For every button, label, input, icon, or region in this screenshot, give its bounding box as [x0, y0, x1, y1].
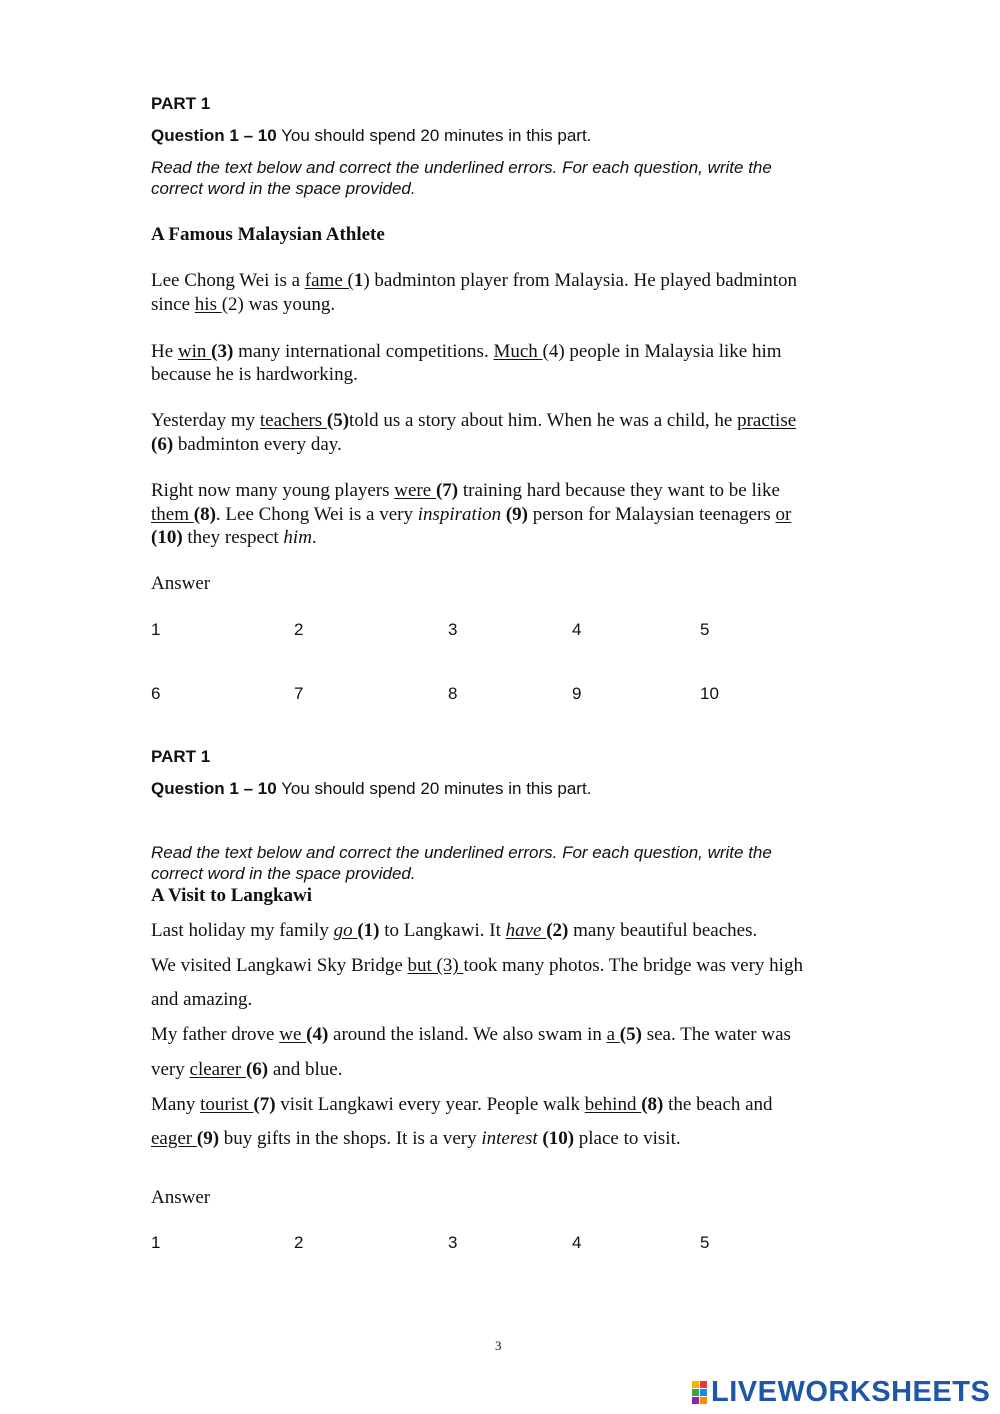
- passage-line: them (8). Lee Chong Wei is a very inspiration (9) person for Malaysian teenagers or: [151, 504, 792, 525]
- error-number: 1: [353, 270, 364, 291]
- answer-input-3[interactable]: [465, 1230, 559, 1256]
- passage-line: eager (9) buy gifts in the shops. It is a very interest (10) place to visit.: [151, 1128, 681, 1149]
- passage-line: Lee Chong Wei is a fame (1) badminton player from Malaysia. He played badminton: [151, 270, 798, 291]
- error-number: (2): [546, 920, 569, 941]
- passage-line: because he is hardworking.: [151, 364, 358, 385]
- answer-input-4[interactable]: [589, 1230, 683, 1256]
- task-instruction-line1: Read the text below and correct the underlined errors. For each question, write the: [151, 843, 772, 862]
- answer-label: Answer: [151, 1187, 211, 1208]
- error-word: teachers: [259, 410, 327, 431]
- time-instruction: You should spend 20 minutes in this part.: [276, 779, 592, 798]
- passage-line: Many tourist (7) visit Langkawi every year. People walk behind (8) the beach and: [151, 1094, 773, 1115]
- answer-number: 1: [151, 620, 161, 639]
- passage-line: Yesterday my teachers (5)told us a story about him. When he was a child, he practise: [151, 410, 797, 431]
- error-number: (9): [196, 1128, 220, 1149]
- answer-number: 3: [448, 1233, 458, 1252]
- answer-label: Answer: [151, 573, 211, 594]
- error-word: inspiration: [417, 504, 502, 525]
- answer-number: 4: [572, 1233, 582, 1252]
- error-word: his: [194, 294, 222, 315]
- answer-number: 6: [151, 684, 161, 703]
- error-word: or: [775, 504, 792, 525]
- time-instruction: You should spend 20 minutes in this part.: [276, 126, 592, 145]
- error-word: practise: [737, 410, 797, 431]
- error-number: (1): [357, 920, 380, 941]
- question-instruction: [151, 779, 591, 799]
- answer-input-5[interactable]: [717, 617, 811, 643]
- error-number: (4): [306, 1024, 329, 1045]
- error-word: Much: [493, 341, 543, 362]
- answer-input-3[interactable]: [465, 617, 559, 643]
- answer-number: 3: [448, 620, 458, 639]
- passage-line: He win (3) many international competitions. Much (4) people in Malaysia like him: [151, 341, 782, 362]
- question-range: Question 1 – 10: [151, 779, 277, 798]
- answer-number: 2: [294, 620, 304, 639]
- error-word: win: [177, 341, 212, 362]
- error-word: but (3): [407, 955, 464, 976]
- task-instruction-line2: correct word in the space provided.: [151, 179, 416, 198]
- answer-number: 2: [294, 1233, 304, 1252]
- question-range: Question 1 – 10: [151, 126, 277, 145]
- answer-input-1[interactable]: [168, 1230, 262, 1256]
- answer-number: 8: [448, 684, 458, 703]
- passage-line: We visited Langkawi Sky Bridge but (3) took many photos. The bridge was very high: [151, 955, 803, 976]
- answer-input-4[interactable]: [589, 617, 683, 643]
- passage-line: My father drove we (4) around the island. We also swam in a (5) sea. The water was: [151, 1024, 791, 1045]
- answer-number: 10: [700, 684, 719, 703]
- passage-title: A Visit to Langkawi: [151, 885, 313, 906]
- error-number: (5): [619, 1024, 642, 1045]
- error-number: (6): [245, 1059, 269, 1080]
- error-word: clearer: [189, 1059, 246, 1080]
- answer-input-2[interactable]: [311, 617, 405, 643]
- answer-number: 1: [151, 1233, 161, 1252]
- answer-number: 5: [700, 1233, 710, 1252]
- answer-input-10[interactable]: [725, 681, 819, 707]
- answer-input-1[interactable]: [168, 617, 262, 643]
- error-word: interest: [481, 1128, 538, 1149]
- error-word: them: [151, 504, 194, 525]
- answer-input-6[interactable]: [168, 681, 262, 707]
- task-instruction-line1: Read the text below and correct the underlined errors. For each question, write the: [151, 158, 772, 177]
- answer-number: 4: [572, 620, 582, 639]
- error-number: (3): [211, 341, 234, 362]
- logo-grid-icon: [692, 1381, 707, 1404]
- answer-input-9[interactable]: [589, 681, 683, 707]
- error-number: (6): [151, 434, 174, 455]
- error-word: were: [394, 480, 436, 501]
- error-word: eager: [151, 1128, 197, 1149]
- error-word: have: [505, 920, 547, 941]
- error-word: go: [333, 920, 358, 941]
- answer-number: 7: [294, 684, 304, 703]
- passage-line: Last holiday my family go (1) to Langkawi. It have (2) many beautiful beaches.: [151, 920, 758, 941]
- passage-line: very clearer (6) and blue.: [151, 1059, 343, 1080]
- error-word: fame: [304, 270, 348, 291]
- passage-line: (10) they respect him.: [151, 527, 317, 548]
- task-instruction-line2: correct word in the space provided.: [151, 864, 416, 883]
- answer-number: 9: [572, 684, 582, 703]
- error-word: him: [283, 527, 312, 548]
- brand-logo: [692, 1376, 990, 1409]
- passage-line: Right now many young players were (7) training hard because they want to be like: [151, 480, 780, 501]
- error-number: (7): [435, 480, 459, 501]
- passage-line: (6) badminton every day.: [151, 434, 342, 455]
- part-heading: PART 1: [151, 94, 211, 113]
- answer-number: 5: [700, 620, 710, 639]
- error-word: we: [279, 1024, 307, 1045]
- page-number: 3: [495, 1338, 502, 1353]
- brand-name: LIVEWORKSHEETS: [711, 1376, 991, 1408]
- error-number: (10): [151, 527, 183, 548]
- error-number: (5): [326, 410, 350, 431]
- error-number: (9): [505, 504, 529, 525]
- passage-line: and amazing.: [151, 989, 253, 1010]
- question-instruction: [151, 126, 591, 146]
- part-heading: PART 1: [151, 747, 211, 766]
- error-word: tourist: [200, 1094, 254, 1115]
- answer-input-7[interactable]: [311, 681, 405, 707]
- error-number: (10): [542, 1128, 575, 1149]
- answer-input-8[interactable]: [465, 681, 559, 707]
- error-word: a: [606, 1024, 620, 1045]
- passage-title: A Famous Malaysian Athlete: [151, 224, 385, 245]
- passage-line: since his (2) was young.: [151, 294, 336, 315]
- error-word: behind: [584, 1094, 642, 1115]
- error-number: (7): [253, 1094, 276, 1115]
- error-number: (8): [641, 1094, 664, 1115]
- answer-input-2[interactable]: [311, 1230, 405, 1256]
- answer-input-5[interactable]: [717, 1230, 811, 1256]
- error-number: (8): [193, 504, 216, 525]
